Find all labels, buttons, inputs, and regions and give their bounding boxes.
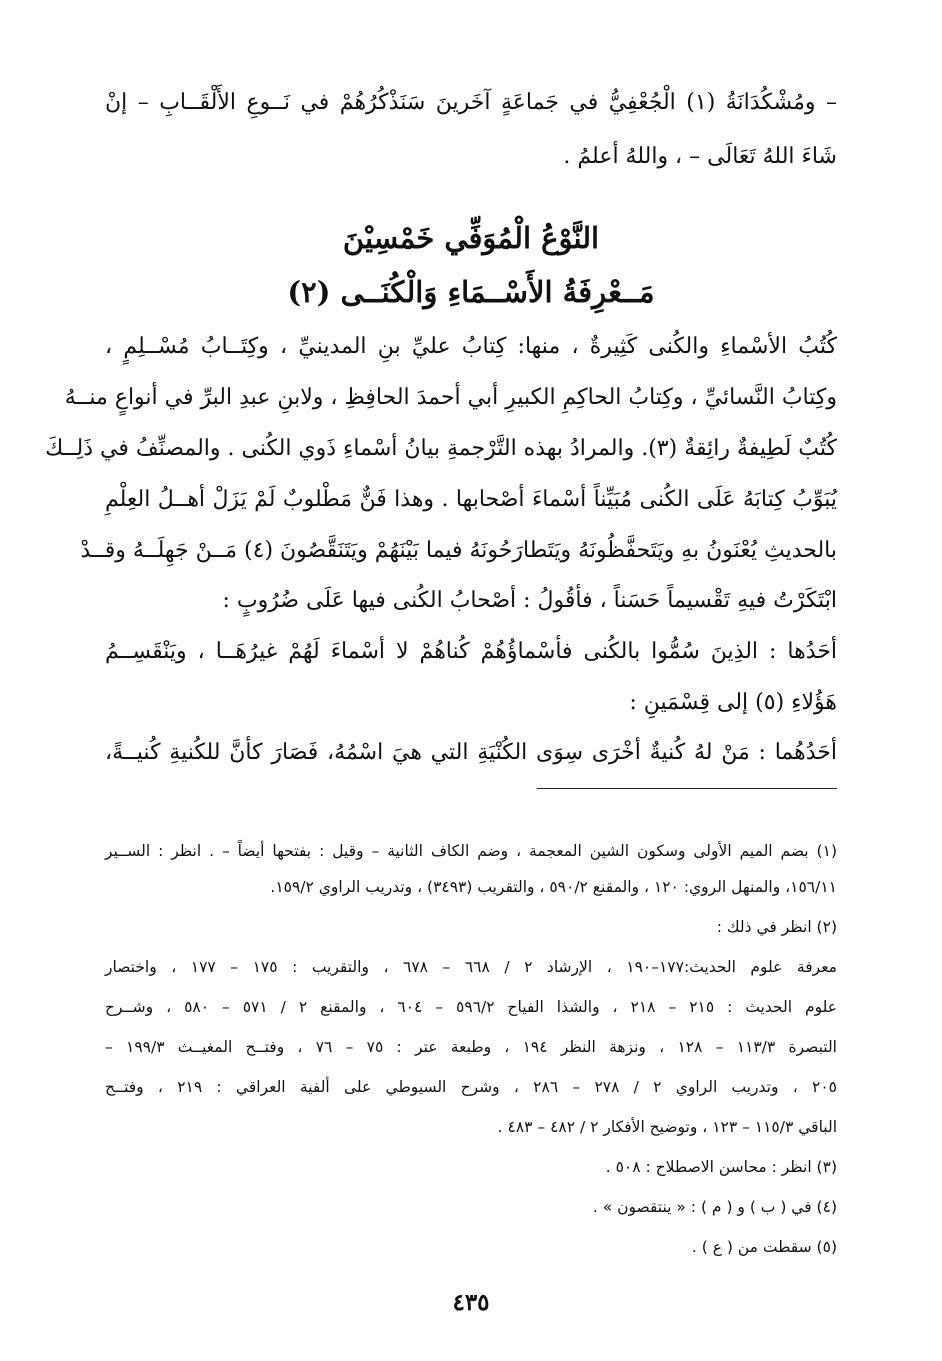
- body-line-3: كُتُبُ الأسْماءِ والكُنى كَثِيرةٌ ، منها: كِتابُ عليِّ بنِ المدينيِّ ، وكِتَــابُ مُسْــلِمٍ ،: [105, 334, 837, 359]
- footnote-line-3: (٢) انظر في ذلك :: [716, 918, 837, 936]
- footnote-line-2: ١٥٦/١١، والمنهل الروي: ١٢٠ ، والمقنع ٥٩٠/٢ ، والتقريب (٣٤٩٣) ، وتدريب الراوي ١٥٩/٢.: [270, 878, 837, 896]
- footnote-line-8: الباقي ١١٥/٣ – ١٢٣ ، وتوضيح الأفكار ٢ / ٤٨٢ – ٤٨٣ .: [497, 1118, 837, 1136]
- footnote-line-11: (٥) سقطت من ( ع ) .: [691, 1238, 837, 1256]
- body-line-1: – ومُشْكُدَانَةُ (١) الْجُعْفِيُّ في جَماعَةٍ آخَرينَ سَنَذْكُرُهُمْ في نَــوعِ الأَلْقَــابِ – إنْ: [105, 90, 837, 115]
- body-line-10: هَؤُلاءِ (٥) إلى قِسْمَينِ :: [629, 690, 837, 715]
- footnote-separator: [537, 788, 837, 789]
- body-line-7: بالحديثِ يُعْنَونُ بهِ ويَتَحفَّظُونَهُ ويَتَطارَحُونَهُ فيما بَيْنَهُمْ ويَتَنَقَّصُونَ (٤) مَــنْ جَهِلَــهُ وقــدْ: [80, 538, 837, 563]
- footnote-line-6: التبصرة ١١٣/٣ – ١٢٨ ، ونزهة النظر ١٩٤ ، وطبعة عتر : ٧٥ – ٧٦ ، وفتــح المغيــث ١٩٩/٣ –: [105, 1038, 837, 1056]
- body-line-8: ابْتَكَرْتُ فيهِ تَقْسيماً حَسَناً ، فأقُولُ : أصْحابُ الكُنى فيها عَلَى ضُرُوبٍ :: [222, 588, 837, 613]
- footnote-line-5: علوم الحديث : ٢١٥ – ٢١٨ ، والشذا الفياح ٥٩٦/٢ – ٦٠٤ ، والمقنع ٢ / ٥٧١ – ٥٨٠ ، وشــرح: [105, 998, 837, 1016]
- body-line-11: أحَدُهُما : مَنْ لهُ كُنيةٌ أخْرَى سِوَى الكُنْيَةِ التي هيَ اسْمُهُ، فَصَارَ كأنَّ للكُنيةِ كُنيــةً،: [105, 740, 837, 765]
- footnote-line-7: ٢٠٥ ، وتدريب الراوي ٢ / ٢٧٨ – ٢٨٦ ، وشرح السيوطي على ألفية العراقي : ٢١٩ ، وفتــح: [105, 1078, 837, 1096]
- footnote-line-9: (٣) انظر : محاسن الاصطلاح : ٥٠٨ .: [605, 1158, 837, 1176]
- body-line-5: كُتُبٌ لَطِيفةٌ رائِقةٌ (٣). والمرادُ بهذه التَّرْجمةِ بيانُ أسْماءِ ذَوي الكُنى . والمصنِّفُ في ذَلِــكَ: [45, 436, 837, 461]
- body-line-6: يُبَوِّبُ كِتابَهُ عَلَى الكُنى مُبَيِّناً أسْماءَ أصْحابها . وهذا فَنٌّ مَطْلوبٌ لَمْ يَزَلْ أهــلُ العِلْمِ: [105, 487, 837, 512]
- body-line-4: وكِتابُ النَّسائيِّ ، وكِتابُ الحاكِمِ الكبيرِ أبي أحمدَ الحافِظِ ، ولابنِ عبدِ البرِّ في أنواعٍ منــهُ: [64, 385, 837, 410]
- chapter-subheading: مَــعْرِفَةُ الأَسْــمَاءِ وَالْكُنَــى (٢): [287, 275, 655, 309]
- footnote-line-1: (١) بضم الميم الأولى وسكون الشين المعجمة ، وضم الكاف الثانية – وقيل : بفتحها أيضاً – . انظر : الســير: [105, 842, 837, 860]
- body-line-9: أحَدُها : الذِينَ سُمُّوا بالكُنى فأسْماؤُهُمْ كُناهُمْ لا أسْماءَ لَهُمْ غيرُهَــا ، ويَنْقَسِــمُ: [105, 639, 837, 664]
- chapter-heading: النَّوْعُ الْمُوَفِّي خَمْسِيْنَ: [342, 221, 600, 255]
- footnote-line-10: (٤) في ( ب ) و ( م ) : « ينتقصون » .: [592, 1198, 837, 1216]
- body-line-2: شَاءَ اللهُ تَعَالَى – ، واللهُ أعلمُ .: [563, 144, 837, 169]
- footnote-line-4: معرفة علوم الحديث:١٧٧–١٩٠ ، الإرشاد ٢ / ٦٦٨ – ٦٧٨ ، والتقريب : ١٧٥ – ١٧٧ ، واختصار: [105, 958, 837, 976]
- page-number: ٤٣٥: [452, 1289, 490, 1316]
